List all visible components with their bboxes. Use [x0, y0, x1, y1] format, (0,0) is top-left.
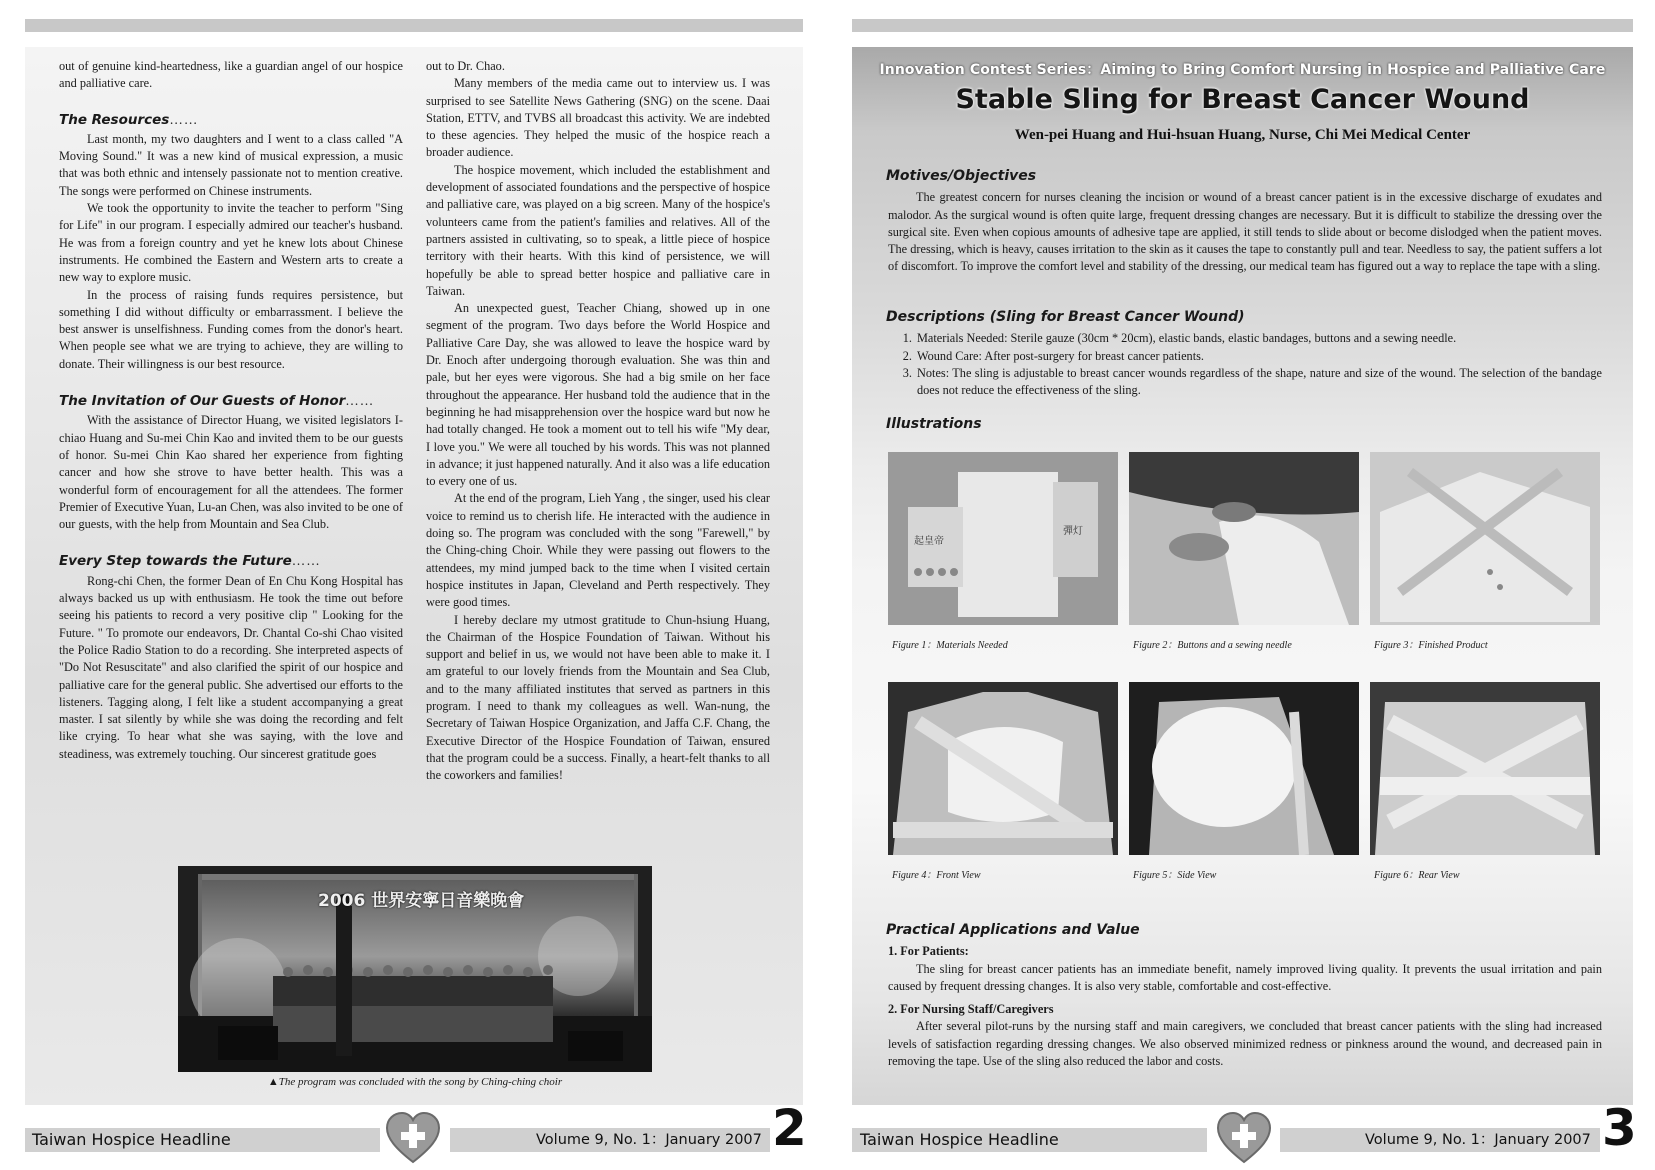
section-heading-invitation: The Invitation of Our Guests of Honor……	[59, 393, 375, 410]
article-authors: Wen-pei Huang and Hui-hsuan Huang, Nurse, Chi Mei Medical Center	[1014, 127, 1471, 143]
figure-caption: Figure 4：Front View	[892, 870, 981, 881]
section-heading-future: Every Step towards the Future……	[59, 553, 321, 570]
top-bar	[852, 19, 1633, 32]
photo-banner-text: 2006 世界安寧日音樂晚會	[318, 891, 525, 911]
figure-4-photo	[888, 682, 1118, 855]
figure-label: 彈灯	[1063, 526, 1083, 537]
footer-volume: Volume 9, No. 1：January 2007	[1365, 1132, 1591, 1148]
section-heading: Motives/Objectives	[886, 168, 1037, 184]
paragraph: After several pilot-runs by the nursing staff and main caregivers, we concluded that breast cancer patients with the sling had increased levels of satisfaction regarding dressing changes. We also observed minimized redness or pinkness around the wound, and decreased pain in removing the tape. Use of the sling also reduced the labor and costs.	[888, 1019, 1602, 1069]
col1-intro: out of genuine kind-heartedness, like a guardian angel of our hospice and palliative care.	[59, 59, 403, 91]
heart-cross-icon	[385, 1110, 441, 1166]
article-title: Stable Sling for Breast Cancer Wound	[955, 84, 1530, 115]
paragraph: The greatest concern for nurses cleaning the incision or wound of a breast cancer patient is in the excessive discharge of exudates and malodor. As the surgical wound is often quite large, frequent dressing changes are necessary. But it is difficult to stabilize the dressing over the surgical site. Even when copious amounts of adhesive tape are applied, it still tends to slide about or become dislodged when the patient moves. The dressing, which is heavy, causes irritation to the skin as it causes the tape to constantly pull and tear. Needless to say, the patient suffers a lot of discomfort. To improve the comfort level and stability of the dressing, our medical team has figured out a way to replace the tape with a sling.	[888, 190, 1602, 274]
paragraph: With the assistance of Director Huang, we visited legislators I-chiao Huang and Su-mei Chin Kao and invited them to be our guests of honor. Su-mei Chin Kao shared her experience from fighting cancer and how she strove to have better health. This was a wonderful form of encouragement for all the attendees. The former Premier of Executive Yuan, Lu-an Chen, was also invited to be one of our guests, with the help from Mountain and Sea Club.	[59, 413, 403, 532]
paragraph: The sling for breast cancer patients has an immediate benefit, namely improved living quality. It prevents the usual irritation and pain caused by frequent dressing changes. It is also very stable, comfortable and cost-effective.	[888, 961, 1602, 993]
heart-cross-icon	[1216, 1110, 1272, 1166]
top-bar	[25, 19, 803, 32]
section-motives	[888, 168, 1602, 276]
left-column-2	[426, 58, 770, 784]
section-illustrations	[888, 416, 1602, 437]
photo-caption: ▲The program was concluded with the song by Ching-ching choir	[267, 1076, 563, 1088]
figure-6-photo	[1370, 682, 1600, 855]
section-practical	[888, 922, 1602, 1070]
paragraph: In the process of raising funds requires persistence, but something I did without difficulty or embarrassment. I believe the best answer is unselfishness. Funding comes from the donor's heart. When people see what we are trying to achieve, they are willing to donate. Their willingness is our best resource.	[59, 287, 403, 371]
figure-2-photo	[1129, 452, 1359, 625]
paragraph: The hospice movement, which included the establishment and development of associated foundations and the perspective of hospice and palliative care, was played on a big screen. Many of the hospice's volunteers came from the patient's families and relatives. All of the partners assisted in cultivating, so to speak, a little piece of hospice territory with their hearts. With this kind of persistence, we will hopefully be able to spread better hospice and palliative care in Taiwan.	[426, 162, 770, 298]
paragraph: We took the opportunity to invite the teacher to perform "Sing for Life" in our program. I especially admired our teacher's husband. He was from a foreign country and yet he knew lots about Chinese instruments. He combined the Eastern and Western arts to create a new way to explore music.	[59, 201, 403, 285]
section-heading: Descriptions (Sling for Breast Cancer Wound)	[886, 309, 1245, 325]
list-item: 2. Wound Care: After post-surgery for breast cancer patients.	[915, 348, 1602, 365]
figure-caption: Figure 3：Finished Product	[1374, 640, 1488, 651]
section-heading-resources: The Resources……	[59, 111, 199, 128]
paragraph: At the end of the program, Lieh Yang , the singer, used his clear voice to remind us to cherish life. He interacted with the audience in doing so. The program was concluded with the song "Farewell," by the Ching-ching Choir. While they were passing out flowers to the attendees, my mind jumped back to the time when I visited certain hospice institutes in Japan, Cleveland and Perth respectively. They were good times.	[426, 491, 770, 610]
subheading-staff: 2. For Nursing Staff/Caregivers	[888, 1002, 1054, 1017]
figure-5-photo	[1129, 682, 1359, 855]
section-descriptions	[888, 309, 1602, 399]
footer-title: Taiwan Hospice Headline	[32, 1130, 231, 1149]
figure-3-photo	[1370, 452, 1600, 625]
figure-caption: Figure 6：Rear View	[1374, 870, 1460, 881]
paragraph: An unexpected guest, Teacher Chiang, showed up in one segment of the program. Two days before the World Hospice and Palliative Care Day, she was allowed to leave the hospice ward by Dr. Enoch after undergoing thorough evaluation. She was thin and pale, but her eyes were vigorous. She had a big smile on her face throughout the appearance. Her husband told the audience that in the beginning he had misapprehension over the hospice ward but now he had totally changed. He took a moment out to tell his wife "My dear, I love you." We were all touched by his words. This was not planned in advance; it just happened naturally. And it also was a life education to every one of us.	[426, 301, 770, 489]
section-heading: Illustrations	[886, 416, 982, 432]
choir-photo	[178, 866, 652, 1072]
section-heading: Practical Applications and Value	[886, 922, 1140, 938]
figure-caption: Figure 2：Buttons and a sewing needle	[1133, 640, 1292, 651]
figure-1-photo	[888, 452, 1118, 625]
figure-label: 起皇帝	[914, 536, 944, 547]
list-item: 3. Notes: The sling is adjustable to breast cancer wounds regardless of the shape, nature and size of the wound. The selection of the bandage does not reduce the effectiveness of the sling.	[915, 365, 1602, 400]
left-column-1	[59, 58, 403, 763]
figure-caption: Figure 5：Side View	[1133, 870, 1217, 881]
page-number: 3	[1602, 1099, 1637, 1157]
series-title: Innovation Contest Series：Aiming to Bring Comfort Nursing in Hospice and Palliative Care	[879, 62, 1606, 78]
paragraph: I hereby declare my utmost gratitude to Chun-hsiung Huang, the Chairman of the Hospice Foundation of Taiwan. Without his support and belief in us, we would not have been able to make it. I am grateful to our lovely friends from the Mountain and Sea Club, and to the many affiliated institutes that served as partners in this program. I need to thank my colleagues as well. Wan-nung, the Secretary of Taiwan Hospice Organization, and Jaffa C.F. Chang, the Executive Director of the Hospice Foundation of Taiwan, ensured that the program could be a success. Finally, a heart-felt thanks to all the coworkers and families!	[426, 612, 770, 783]
paragraph: Many members of the media came out to interview us. I was surprised to see Satellite News Gathering (SNG) on the scene. Daai Station, ETTV, and TVBS all broadcast this activity. We are indebted to these agencies. They helped the music of the hospice reach a broader audience.	[426, 76, 770, 160]
footer-title: Taiwan Hospice Headline	[860, 1130, 1059, 1149]
footer-volume: Volume 9, No. 1：January 2007	[536, 1132, 762, 1148]
subheading-patients: 1. For Patients:	[888, 944, 969, 959]
col2-intro: out to Dr. Chao.	[426, 59, 505, 73]
list-item: 1. Materials Needed: Sterile gauze (30cm * 20cm), elastic bands, elastic bandages, buttons and a sewing needle.	[915, 330, 1602, 347]
paragraph: Rong-chi Chen, the former Dean of En Chu Kong Hospital has always backed us up with enthusiasm. He took the time out before seeing his patients to record a very positive clip " Looking for the Future. " To promote our endeavors, Dr. Chantal Co-shi Chao visited the Police Radio Station to do a recording. She interpreted aspects of "Do Not Resuscitate" and also clarified the spirit of our hospice and palliative care for the general public. She advertised our efforts to the listeners. Tagging along, I felt like a student accompanying a great master. I sat silently by while she was doing the recording and felt like crying. To hear what she was saying, with the love and steadiness, was extremely touching. Our sincerest gratitude goes	[59, 573, 403, 761]
paragraph: Last month, my two daughters and I went to a class called "A Moving Sound." It was a new kind of musical expression, a music that was both ethnic and intensely passionate not to mention creative. The songs were performed on Chinese instruments.	[59, 131, 403, 198]
page-number: 2	[772, 1099, 807, 1157]
figure-caption: Figure 1：Materials Needed	[892, 640, 1008, 651]
